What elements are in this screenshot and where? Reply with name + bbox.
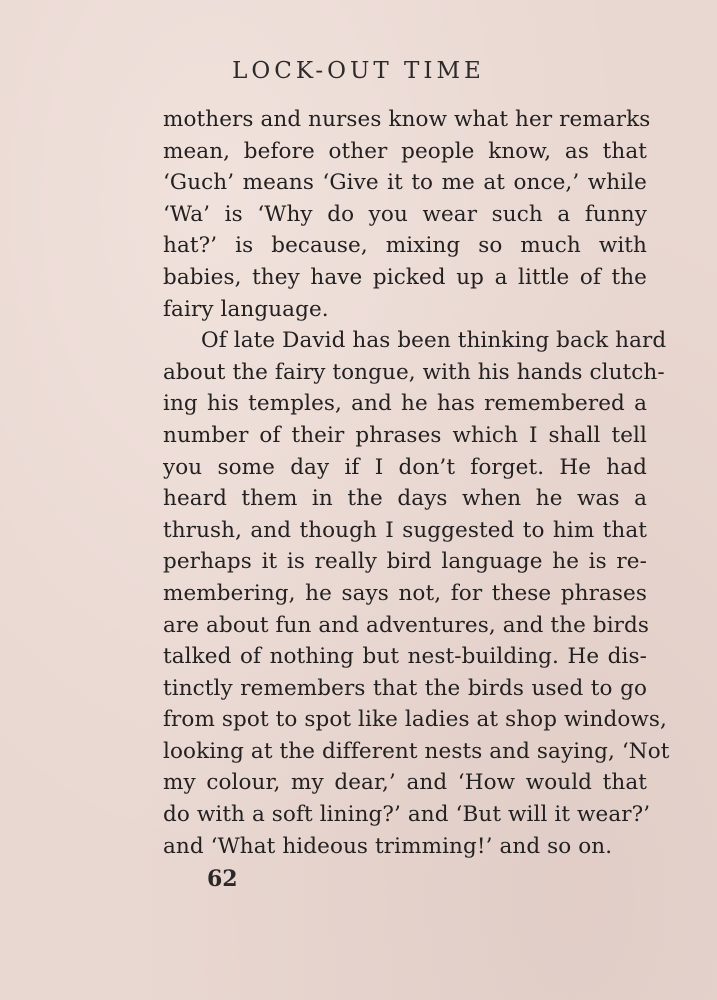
text-line: are about fun and adventures, and the birds (163, 612, 650, 638)
text-line: ing his temples, and he has remembered a (163, 391, 647, 417)
text-line: Of late David has been thinking back hard (201, 328, 667, 354)
text-line: babies, they have picked up a little of the (163, 264, 647, 290)
text-line: thrush, and though I suggested to him that (163, 517, 647, 543)
text-line: ‘Guch’ means ‘Give it to me at once,’ while (163, 170, 647, 196)
text-line: my colour, my dear,’ and ‘How would that (163, 770, 647, 796)
running-head: LOCK-OUT TIME (232, 58, 485, 84)
text-line: fairy language. (163, 296, 329, 322)
text-line: from spot to spot like ladies at shop windows, (163, 707, 667, 733)
text-line: number of their phrases which I shall tell (163, 422, 647, 448)
text-line: looking at the different nests and saying, ‘Not (163, 738, 670, 764)
text-line: and ‘What hideous trimming!’ and so on. (163, 833, 613, 859)
text-line: do with a soft lining?’ and ‘But will it wear?’ (163, 802, 651, 828)
text-line: mothers and nurses know what her remarks (163, 107, 651, 132)
text-line: ‘Wa’ is ‘Why do you wear such a funny (163, 201, 647, 227)
text-line: about the fairy tongue, with his hands clutch- (163, 359, 665, 385)
text-line: tinctly remembers that the birds used to go (163, 675, 647, 701)
text-line: heard them in the days when he was a (163, 486, 647, 512)
text-line: you some day if I don’t forget. He had (163, 454, 647, 480)
text-line: mean, before other people know, as that (163, 138, 647, 164)
text-line: hat?’ is because, mixing so much with (163, 233, 647, 259)
body-text (163, 104, 670, 862)
text-line: membering, he says not, for these phrases (163, 580, 647, 606)
text-line: perhaps it is really bird language he is re- (163, 549, 647, 575)
text-line: talked of nothing but nest-building. He dis- (163, 644, 647, 670)
page-number: 62 (207, 866, 238, 892)
